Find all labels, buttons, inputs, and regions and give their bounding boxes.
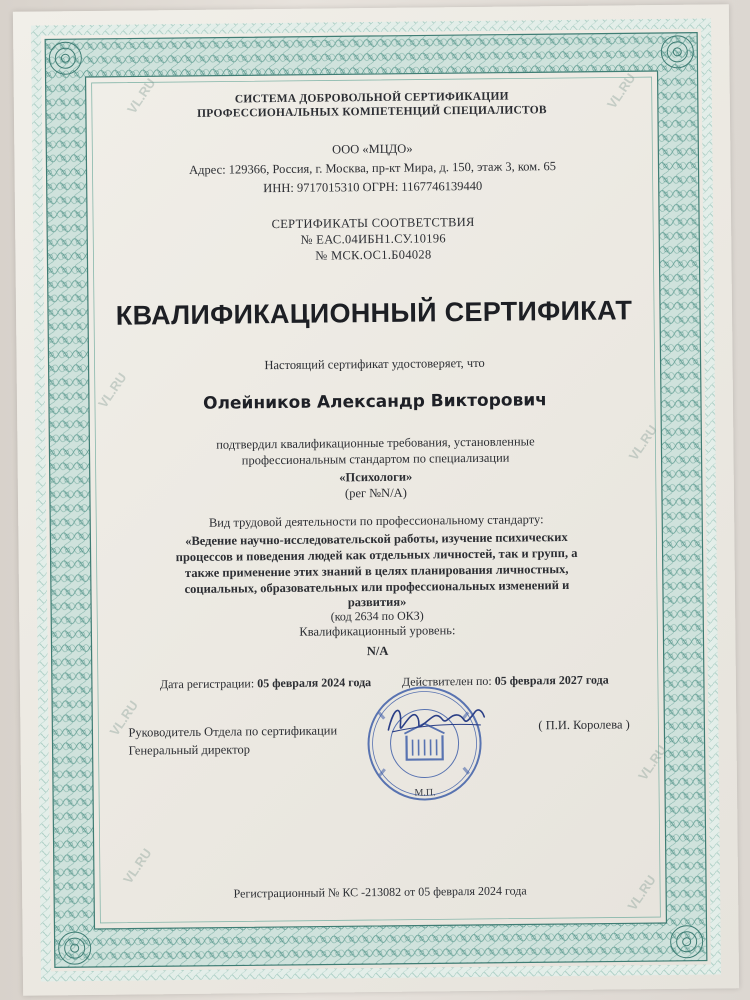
qualification-level-label: Квалификационный уровень:	[299, 623, 456, 639]
activity-line-5: развития»	[347, 594, 407, 610]
signer-role-1: Руководитель Отдела по сертификации	[128, 723, 338, 740]
certificate-body	[13, 4, 739, 995]
activity-line-1: «Ведение научно-исследовательской работы, изучение психических	[185, 529, 568, 549]
registration-date	[160, 675, 371, 692]
registration-number-note: (рег №N/A)	[344, 485, 407, 501]
registration-date-value: 05 февраля 2024 года	[257, 675, 372, 691]
valid-until-value: 05 февраля 2027 года	[494, 672, 609, 688]
confirmed-line-2: профессиональным стандартом по специализации	[241, 450, 510, 468]
watermark: VL.RU	[625, 422, 661, 464]
watermark: VL.RU	[120, 845, 155, 887]
activity-line-4: социальных, образовательных или профессиональных изменений и	[184, 577, 570, 597]
certificate-number-1: № ЕАС.04ИБН1.СУ.10196	[300, 231, 446, 247]
activity-line-3: также применение этих знаний в целях планирования личностных,	[184, 561, 569, 581]
watermark: VL.RU	[95, 369, 130, 411]
valid-until-label: Действителен по:	[401, 673, 492, 689]
specialization: «Психологи»	[339, 469, 413, 485]
watermark: VL.RU	[604, 70, 639, 112]
intro-text: Настоящий сертификат удостоверяет, что	[264, 355, 485, 373]
signer-name: ( П.И. Королева )	[538, 717, 630, 733]
certificate-number-2: № МСК.ОС1.Б04028	[315, 247, 432, 263]
watermark: VL.RU	[106, 697, 141, 739]
activity-intro: Вид трудовой деятельности по профессиональному стандарту:	[208, 512, 544, 530]
qualification-level-value: N/A	[366, 643, 389, 659]
registration-date-label: Дата регистрации:	[159, 676, 255, 692]
stamp-mark: М.П.	[414, 787, 436, 799]
certificate-title: КВАЛИФИКАЦИОННЫЙ СЕРТИФИКАТ	[115, 295, 633, 331]
system-line-1: СИСТЕМА ДОБРОВОЛЬНОЙ СЕРТИФИКАЦИИ	[234, 90, 509, 106]
watermark: VL.RU	[124, 75, 159, 117]
confirmed-line-1: подтвердил квалификационные требования, установленные	[216, 434, 535, 452]
activity-line-2: процессов и поведения людей как отдельных личностей, так и групп, а	[175, 545, 578, 565]
certificate	[13, 4, 739, 995]
registration-line: Регистрационный № КС -213082 от 05 февраля 2024 года	[233, 883, 527, 901]
org-address: Адрес: 129366, Россия, г. Москва, пр-кт Мира, д. 150, этаж 3, ком. 65	[189, 159, 556, 177]
signature	[380, 695, 491, 746]
signer-role-2: Генеральный директор	[128, 742, 251, 758]
certificates-header: СЕРТИФИКАТЫ СООТВЕТСТВИЯ	[271, 214, 475, 232]
system-line-2: ПРОФЕССИОНАЛЬНЫХ КОМПЕТЕНЦИЙ СПЕЦИАЛИСТОВ	[197, 104, 547, 120]
holder-name: Олейников Александр Викторович	[202, 390, 547, 414]
org-name: ООО «МЦДО»	[332, 141, 413, 157]
watermark: VL.RU	[624, 872, 659, 914]
okz-code: (код 2634 по ОКЗ)	[330, 608, 424, 624]
org-ids: ИНН: 9717015310 ОГРН: 1167746139440	[263, 178, 483, 196]
watermark: VL.RU	[635, 742, 670, 783]
